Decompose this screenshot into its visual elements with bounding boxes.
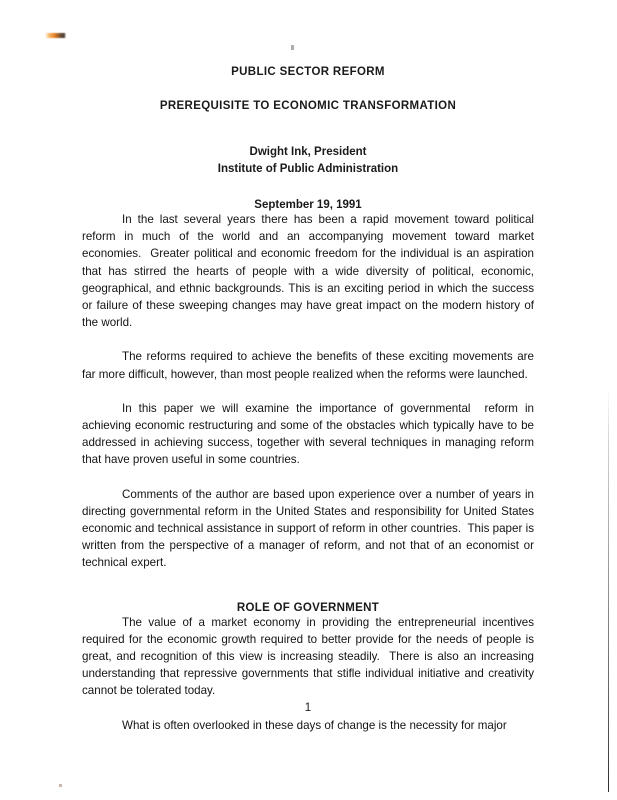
scan-artifact-speck-bottom-icon <box>59 784 62 787</box>
paragraph-6: What is often overlooked in these days of change is the necessity for major <box>122 718 507 732</box>
byline <box>82 144 534 178</box>
author-organization: Institute of Public Administration <box>217 163 399 175</box>
paragraph-4: Comments of the author are based upon experience over a number of years in directing governmental reform in the United States and responsibility for United States economic and technical assistance in support of reform in other countries. This paper is written from the perspective of a manager of reform, and not that of an economist or technical expert. <box>82 487 538 570</box>
scan-artifact-smudge-icon <box>45 33 66 38</box>
paragraph-3: In this paper we will examine the importance of governmental reform in achieving economic restructuring and some of the obstacles which typically have to be addressed in achieving success, together with several techniques in managing reform that have proven useful in some countries. <box>82 401 538 467</box>
document-date: September 19, 1991 <box>254 199 362 211</box>
author-name: Dwight Ink, President <box>249 146 367 158</box>
paragraph-5: The value of a market economy in providing the entrepreneurial incentives required for the economic growth required to better provide for the needs of people is great, and recognition of this view is increasing steadily. There is also an increasing understanding that repressive governments that stifle individual initiative and creativity cannot be tolerated today. <box>82 615 538 698</box>
page-title: PUBLIC SECTOR REFORM <box>231 66 385 78</box>
document-text-block <box>82 0 538 734</box>
page-subtitle: PREREQUISITE TO ECONOMIC TRANSFORMATION <box>159 100 457 112</box>
paragraph-1: In the last several years there has been a rapid movement toward political reform in much of the world and an accompanying movement toward market economies. Greater political and economic freedom for the individual is an aspiration that has stirred the hearts of people with a wide diversity of political, economic, geographical, and ethnic backgrounds. This is an exciting period in which the success or failure of these sweeping changes may have great impact on the modern history of the world. <box>82 213 538 330</box>
page-number: 1 <box>304 702 312 714</box>
scan-artifact-edge-line-icon <box>608 388 609 792</box>
section-heading-role-of-government: ROLE OF GOVERNMENT <box>236 601 380 614</box>
paragraph-2: The reforms required to achieve the benefits of these exciting movements are far more difficult, however, than most people realized when the reforms were launched. <box>82 350 538 381</box>
